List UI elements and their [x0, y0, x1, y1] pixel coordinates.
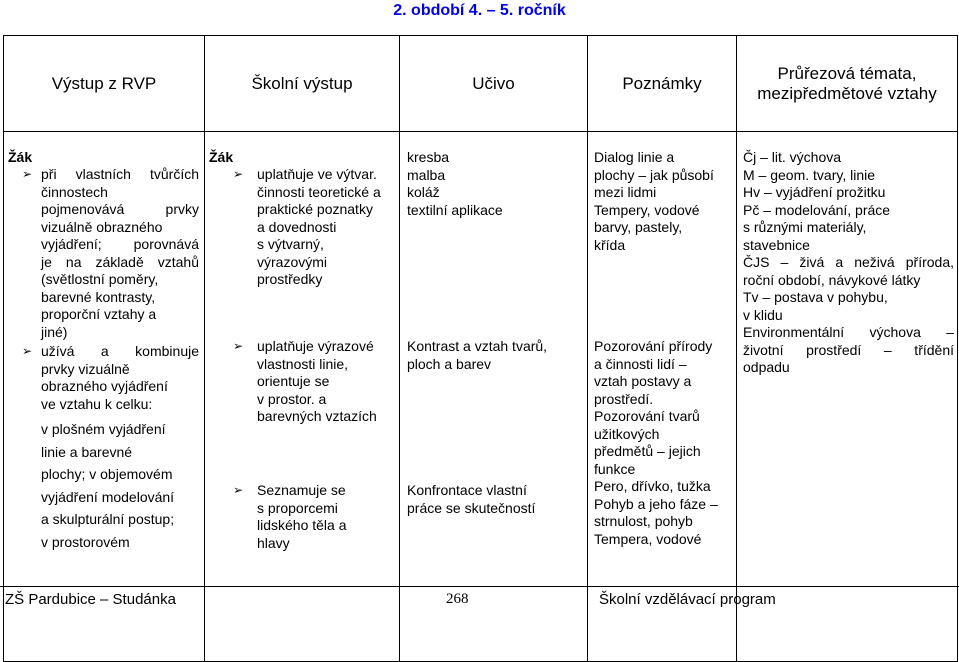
- skolni-item-2: uplatňuje výrazové vlastnosti linie, orientuje se v prostor. a barevných vztazích: [257, 338, 377, 424]
- cell-skolni-vystup: [205, 132, 400, 662]
- header-skolni-vystup: Školní výstup: [205, 36, 400, 132]
- arrow-bullet-icon: ➢: [22, 167, 33, 181]
- content-row: [4, 132, 958, 662]
- arrow-bullet-icon: ➢: [233, 339, 244, 353]
- header-vystup-rvp: Výstup z RVP: [4, 36, 205, 132]
- footer-program: Školní vzdělávací program: [599, 591, 776, 608]
- rvp-item-1: při vlastních tvůrčích činnostech pojmenovává prvky vizuálně obrazného vyjádření; porovnává je na základě vztahů (světlostní poměry, barevné kontrasty, proporční vztahy a jiné): [41, 166, 199, 340]
- zak-label: Žák: [8, 149, 33, 165]
- ucivo-group-2: Kontrast a vztah tvarů, ploch a barev: [407, 338, 548, 372]
- cell-vystup-rvp: [4, 132, 205, 662]
- poznamky-group-1: Dialog linie a plochy – jak působí mezi lidmi Tempery, vodové barvy, pastely, křída: [594, 149, 714, 253]
- footer-divider: [0, 586, 959, 587]
- skolni-item-3: Seznamuje se s proporcemi lidského těla a hlavy: [257, 482, 347, 551]
- page-title: 2. období 4. – 5. ročník: [393, 2, 566, 19]
- rvp-item-2: užívá a kombinuje prvky vizuálně obrazného vyjádření ve vztahu k celku:: [41, 343, 199, 412]
- cell-poznamky: [588, 132, 737, 662]
- prurezova-list: Čj – lit. výchova M – geom. tvary, linie Hv – vyjádření prožitku Pč – modelování, práce s různými materiály, stavebnice ČJS – živá a neživá příroda, roční období, návykové látky Tv – postava v pohybu, v klidu Environmentální výchova – životní prostředí – třídění odpadu: [743, 149, 954, 375]
- zak-label: Žák: [209, 149, 234, 165]
- footer-page-number: 268: [446, 591, 469, 607]
- rvp-item-2-detail: v plošném vyjádření linie a barevné plochy; v objemovém vyjádření modelování a skulpturální postup; v prostorovém: [41, 421, 175, 550]
- cell-ucivo: [400, 132, 588, 662]
- curriculum-table: [3, 35, 958, 662]
- header-ucivo: Učivo: [400, 36, 588, 132]
- arrow-bullet-icon: ➢: [22, 344, 33, 358]
- header-poznamky: Poznámky: [588, 36, 737, 132]
- arrow-bullet-icon: ➢: [233, 483, 244, 497]
- footer-school: ZŠ Pardubice – Studánka: [5, 591, 176, 608]
- ucivo-group-3: Konfrontace vlastní práce se skutečností: [407, 482, 536, 516]
- ucivo-group-1: kresba malba koláž textilní aplikace: [407, 149, 503, 218]
- header-row: [4, 36, 958, 132]
- cell-prurezova-temata: [737, 132, 958, 662]
- header-prurezova-temata: Průřezová témata, mezipředmětové vztahy: [737, 36, 958, 132]
- arrow-bullet-icon: ➢: [233, 167, 244, 181]
- poznamky-group-2: Pozorování přírody a činnosti lidí – vztah postavy a prostředí. Pozorování tvarů užitkových předmětů – jejich funkce Pero, dřívko, tužka Pohyb a jeho fáze – strnulost, pohyb Tempera, vodové: [594, 338, 718, 547]
- skolni-item-1: uplatňuje ve výtvar. činnosti teoretické a praktické poznatky a dovednosti s výtvarný, výrazovými prostředky: [257, 166, 381, 287]
